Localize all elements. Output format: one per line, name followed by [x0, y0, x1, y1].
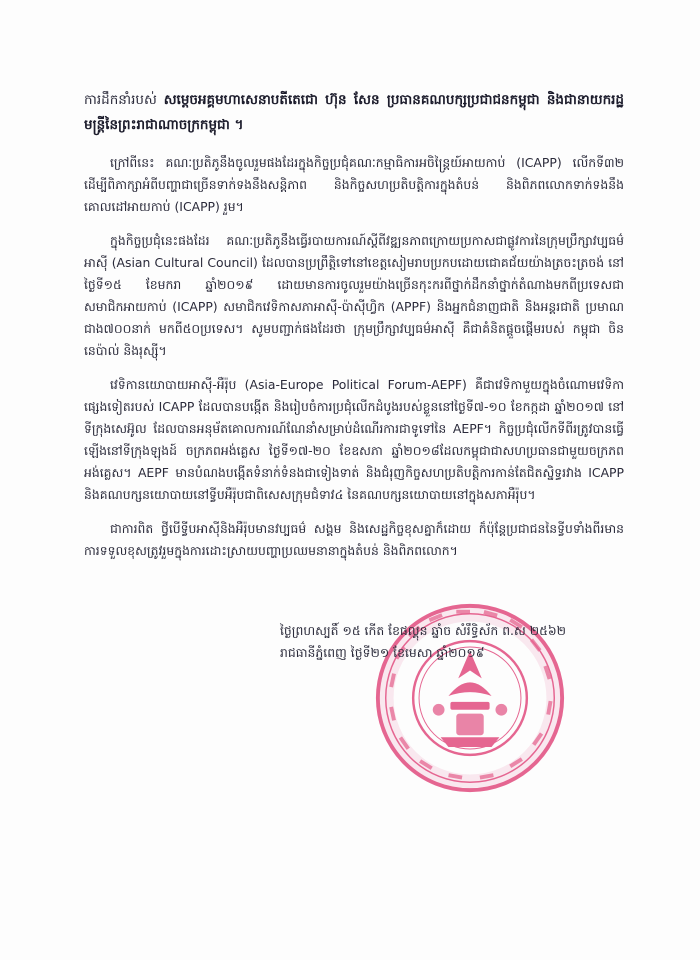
intro-lead: ការដឹកនាំរបស់	[84, 92, 164, 108]
paragraph-conclusion: ជាការពិត ថ្វីបើទ្វីបអាស៊ីនិងអឺរ៉ុបមានវប្បធម៌ សង្គម និងសេដ្ឋកិច្ចខុសគ្នាក៏ដោយ ក៏ប៉ុន្តែប្រជាជននៃទ្វីបទាំងពីរមានការទទួលខុសត្រូវរួមក្នុងការដោះស្រាយបញ្ហាប្រឈមនានាក្នុងតំបន់ និងពិភពលោក។	[84, 521, 624, 558]
paragraph-aepf: វេទិកានយោបាយអាស៊ី-អឺរ៉ុប (Asia-Europe Political Forum-AEPF) គឺជាវេទិកាមួយក្នុងចំណោមវេទិកាផ្សេងទៀតរបស់ ICAPP ដែលបានបង្កើត និងរៀបចំការប្រជុំលើកដំបូងរបស់ខ្លួននៅថ្ងៃទី៧-១០ ខែកក្កដា ឆ្នាំ២០១៧ នៅទីក្រុងសេអ៊ូល ដែលបានអនុម័តគោលការណ៍ណែនាំសម្រាប់ដំណើរការជាទូទៅនៃ AEPF។ កិច្ចប្រជុំលើកទីពីរត្រូវបានធ្វើឡើងនៅទីក្រុងឡុងដ៍ ចក្រភពអង់គ្លេស ថ្ងៃទី១៧-២០ ខែឧសភា ឆ្នាំ២០១៨ដែលកម្ពុជាជាសហប្រធានជាមួយចក្រភពអង់គ្លេស។ AEPF មានបំណងបង្កើតទំនាក់ទំនងជាទៀងទាត់ និងជំរុញកិច្ចសហប្រតិបត្តិការកាន់តែជិតស្និទ្ធរវាង ICAPP និងគណបក្សនយោបាយនៅទ្វីបអឺរ៉ុបជាពិសេសក្រុមជំទាវ៤ នៃគណបក្សនយោបាយនៅក្នុងសភាអឺរ៉ុប។	[84, 377, 624, 502]
intro-emphasis: សម្តេចអគ្គមហាសេនាបតីតេជោ ហ៊ុន សែន ប្រធានគណបក្សប្រជាជនកម្ពុជា និងជានាយករដ្ឋមន្ត្រីនៃព្រះរាជាណាចក្រកម្ពុជា ។	[84, 92, 624, 133]
place-date-line: រាជធានីភ្នំពេញ ថ្ងៃទី២១ ខែមេសា ឆ្នាំ២០១៩	[280, 645, 485, 660]
intro-paragraph	[84, 88, 624, 138]
paragraph-asian-cultural-council: ក្នុងកិច្ចប្រជុំនេះផងដែរ គណៈប្រតិភូនឹងធ្វើរបាយការណ៍ស្តីពីវឌ្ឍនភាពក្រោយប្រកាសជាផ្លូវការនៃក្រុមប្រឹក្សាវប្បធម៌អាស៊ី (Asian Cultural Council) ដែលបានប្រព្រឹត្តិទៅនៅខេត្តសៀមរាបប្រកបដោយជោគជ័យយ៉ាងត្រចះត្រចង់ នៅថ្ងៃទី១៥ ខែមករា ឆ្នាំ២០១៩ ដោយមានការចូលរួមយ៉ាងច្រើនកុះករពីថ្នាក់ដឹកនាំថ្នាក់តំណាងមកពីប្រទេសជាសមាជិកអាយកាប់ (ICAPP) សមាជិកវេទិកាសភាអាស៊ី-ប៉ាស៊ីហ្វិក (APPF) និងអ្នកជំនាញជាតិ និងអន្តរជាតិ ប្រមាណជាង៧០០នាក់ មកពី៥០ប្រទេស។ សូមបញ្ជាក់ផងដែរថា ក្រុមប្រឹក្សាវប្បធម៌អាស៊ី គឺជាគំនិតផ្តួចផ្តើមរបស់ កម្ពុជា ចិន នេប៉ាល់ និងរុស្ស៊ី។	[84, 233, 624, 358]
paragraph-icapp-meeting: ក្រៅពីនេះ គណៈប្រតិភូនឹងចូលរួមផងដែរក្នុងកិច្ចប្រជុំគណៈកម្មាធិការអចិន្ត្រៃយ៍អាយកាប់ (ICAPP) លើកទី៣២ ដើម្បីពិភាក្សាអំពីបញ្ហាជាច្រើនទាក់ទងនឹងសន្តិភាព និងកិច្ចសហប្រតិបត្តិការក្នុងតំបន់ និងពិភពលោកទាក់ទងនឹងគោលដៅអាយកាប់ (ICAPP) រួម។	[84, 155, 624, 214]
date-signature-block	[280, 620, 620, 664]
document-body	[84, 88, 624, 574]
lunar-date-line: ថ្ងៃព្រហស្បតិ៍ ១៥ កើត ខែផល្គុន ឆ្នាំច សំរឹទ្ធិស័ក ព.ស ២៥៦២	[280, 623, 567, 638]
